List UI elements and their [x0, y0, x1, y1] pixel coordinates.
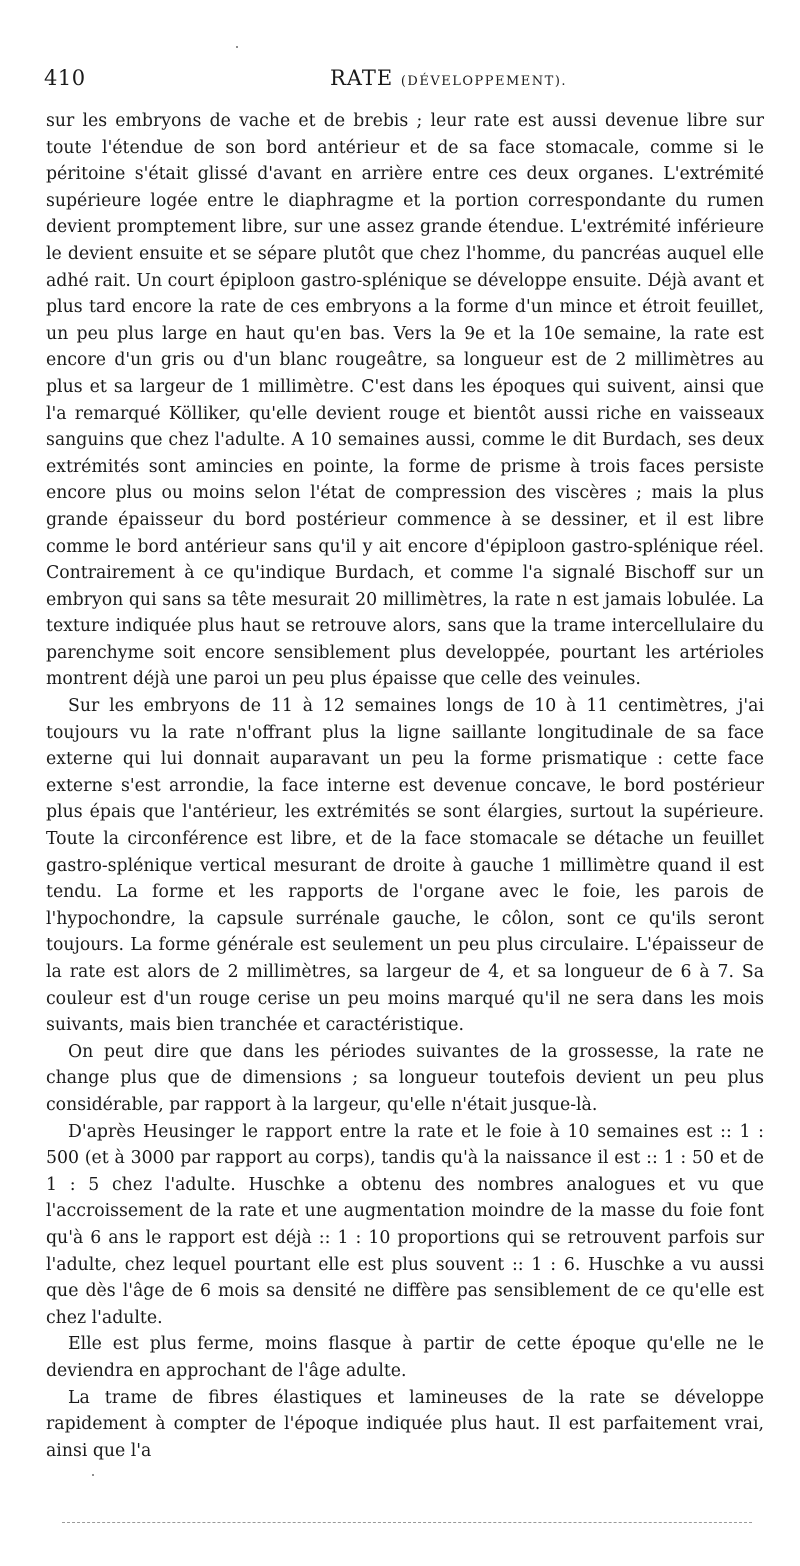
paragraph-3: On peut dire que dans les périodes suivantes de la grossesse, la rate ne change plus que de dimensions ; sa longueur toutefois devient un peu plus considérable, par rapport à la largeur, qu'elle n'était jusque-là. — [46, 1041, 764, 1115]
running-title-main: RATE — [330, 66, 394, 90]
running-title — [330, 66, 567, 90]
paragraph-5: Elle est plus ferme, moins flasque à partir de cette époque qu'elle ne le deviendra en approchant de l'âge adulte. — [46, 1334, 764, 1381]
paragraph-2: Sur les embryons de 11 à 12 semaines longs de 10 à 11 centimètres, j'ai toujours vu la rate n'offrant plus la ligne saillante longitudinale de sa face externe qui lui donnait auparavant un peu la forme prismatique : cette face externe s'est arrondie, la face interne est devenue concave, le bord postérieur plus épais que l'antérieur, les extrémités se sont élargies, surtout la supérieure. Toute la circonférence est libre, et de la face stomacale se détache un feuillet gastro-splénique vertical mesurant de droite à gauche 1 millimètre quand il est tendu. La forme et les rapports de l'organe avec le foie, les parois de l'hypochondre, la capsule surrénale gauche, le côlon, sont ce qu'ils seront toujours. La forme générale est seulement un peu plus circulaire. L'épaisseur de la rate est alors de 2 millimètres, sa largeur de 4, et sa longueur de 6 à 7. Sa couleur est d'un rouge cerise un peu moins marqué qu'il ne sera dans les mois suivants, mais bien tranchée et caractéristique. — [46, 696, 764, 1036]
page-number: 410 — [44, 66, 86, 90]
print-speck — [92, 1474, 94, 1476]
footer-rule — [62, 1522, 752, 1523]
page-header — [44, 66, 760, 96]
print-speck — [236, 46, 238, 48]
paragraph-1: sur les embryons de vache et de brebis ; leur rate est aussi devenue libre sur toute l'étendue de son bord antérieur et de sa face stomacale, comme si le péritoine s'était glissé d'avant en arrière entre ces deux organes. L'extrémité supérieure logée entre le diaphragme et la portion correspondante du rumen devient promptement libre, sur une assez grande étendue. L'extrémité inférieure le devient ensuite et se sépare plutôt que chez l'homme, du pancréas auquel elle adhé rait. Un court épiploon gastro-splénique se développe ensuite. Déjà avant et plus tard encore la rate de ces embryons a la forme d'un mince et étroit feuillet, un peu plus large en haut qu'en bas. Vers la 9e et la 10e semaine, la rate est encore d'un gris ou d'un blanc rougeâtre, sa longueur est de 2 millimètres au plus et sa largeur de 1 millimètre. C'est dans les époques qui suivent, ainsi que l'a remarqué Kölliker, qu'elle devient rouge et bientôt aussi riche en vaisseaux sanguins que chez l'adulte. A 10 semaines aussi, comme le dit Burdach, ses deux extrémités sont amincies en pointe, la forme de prisme à trois faces persiste encore plus ou moins selon l'état de compression des viscères ; mais la plus grande épaisseur du bord postérieur commence à se dessiner, et il est libre comme le bord antérieur sans qu'il y ait encore d'épiploon gastro-splénique réel. Contrairement à ce qu'indique Burdach, et comme l'a signalé Bischoff sur un embryon qui sans sa tête mesurait 20 millimètres, la rate n est jamais lobulée. La texture indiquée plus haut se retrouve alors, sans que la trame intercellulaire du parenchyme soit encore sensiblement plus developpée, pourtant les artérioles montrent déjà une paroi un peu plus épaisse que celle des veinules. — [46, 111, 764, 690]
paragraph-6: La trame de fibres élastiques et lamineuses de la rate se développe rapidement à compter de l'époque indiquée plus haut. Il est parfaitement vrai, ainsi que l'a — [46, 1387, 764, 1461]
body-text — [46, 108, 764, 1464]
paragraph-4: D'après Heusinger le rapport entre la rate et le foie à 10 semaines est :: 1 : 500 (et à 3000 par rapport au corps), tandis qu'à la naissance il est :: 1 : 50 et de 1 : 5 chez l'adulte. Huschke a obtenu des nombres analogues et vu que l'accroissement de la rate et une augmentation moindre de la masse du foie font qu'à 6 ans le rapport est déjà :: 1 : 10 proportions qui se retrouvent parfois sur l'adulte, chez lequel pourtant elle est plus souvent :: 1 : 6. Huschke a vu aussi que dès l'âge de 6 mois sa densité ne diffère pas sensiblement de ce qu'elle est chez l'adulte. — [46, 1121, 764, 1328]
running-title-sub: (DÉVELOPPEMENT). — [400, 74, 568, 89]
